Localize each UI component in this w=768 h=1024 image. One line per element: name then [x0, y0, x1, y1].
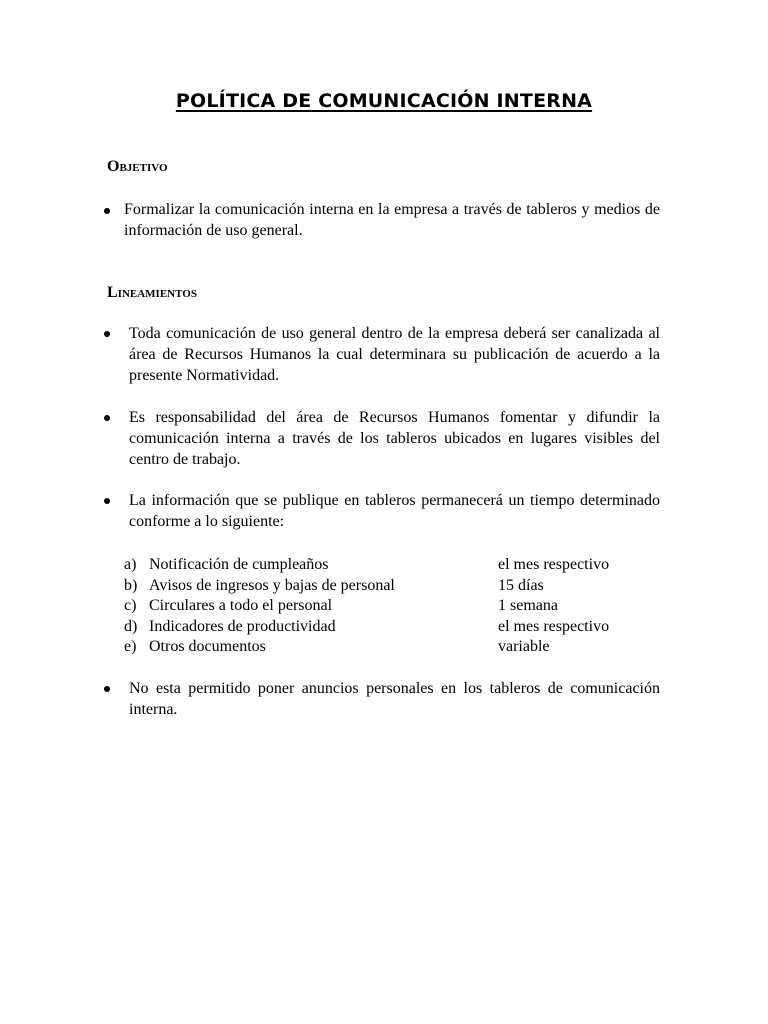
lineamiento-bullet: [129, 323, 660, 386]
list-item-label: Avisos de ingresos y bajas de personal: [149, 577, 395, 594]
bullet-icon: [104, 498, 110, 504]
lineamiento-bullet: [129, 407, 660, 470]
lineamiento-bullet: [129, 678, 660, 720]
list-item-value: el mes respectivo: [498, 556, 610, 573]
list-item: [124, 636, 664, 657]
lineamiento-bullet-text: Es responsabilidad del área de Recursos Humanos fomentar y difundir la comunicación interna a través de los tableros ubicados en lugares visibles del centro de trabajo.: [129, 409, 660, 468]
bullet-icon: [104, 686, 110, 692]
objetivo-bullet: [124, 199, 660, 241]
page-title: POLÍTICA DE COMUNICACIÓN INTERNA: [175, 90, 593, 112]
lineamiento-bullet-text: La información que se publique en tableros permanecerá un tiempo determinado conforme a lo siguiente:: [129, 492, 660, 530]
section-heading-objetivo: Objetivo: [107, 158, 168, 175]
list-item-label: Indicadores de productividad: [149, 618, 336, 635]
list-item: [124, 575, 664, 596]
lineamiento-bullet-text: Toda comunicación de uso general dentro de la empresa deberá ser canalizada al área de Recursos Humanos la cual determinara su publicación de acuerdo a la presente Normatividad.: [129, 325, 660, 384]
list-item-value: el mes respectivo: [498, 618, 610, 635]
list-item-label: Notificación de cumpleaños: [149, 556, 329, 573]
list-item: [124, 616, 664, 637]
list-item-marker: e): [124, 638, 137, 655]
lineamiento-bullet: [129, 490, 660, 532]
section-heading-lineamientos: Lineamientos: [107, 284, 197, 301]
list-item-marker: d): [124, 618, 138, 635]
list-item-value: 15 días: [498, 577, 544, 594]
list-item: [124, 595, 664, 616]
list-item-marker: a): [124, 556, 137, 573]
lineamiento-bullet-text: No esta permitido poner anuncios personales en los tableros de comunicación interna.: [129, 680, 660, 718]
list-item-value: 1 semana: [498, 597, 558, 614]
list-item-label: Circulares a todo el personal: [149, 597, 333, 614]
list-item-label: Otros documentos: [149, 638, 266, 655]
bullet-icon: [104, 415, 110, 421]
list-item: [124, 554, 664, 575]
bullet-icon: [104, 331, 110, 337]
list-item-value: variable: [498, 638, 550, 655]
list-item-marker: c): [124, 597, 137, 614]
bullet-icon: [104, 208, 110, 214]
objetivo-bullet-text: Formalizar la comunicación interna en la empresa a través de tableros y medios de información de uso general.: [124, 201, 660, 239]
list-item-marker: b): [124, 577, 138, 594]
